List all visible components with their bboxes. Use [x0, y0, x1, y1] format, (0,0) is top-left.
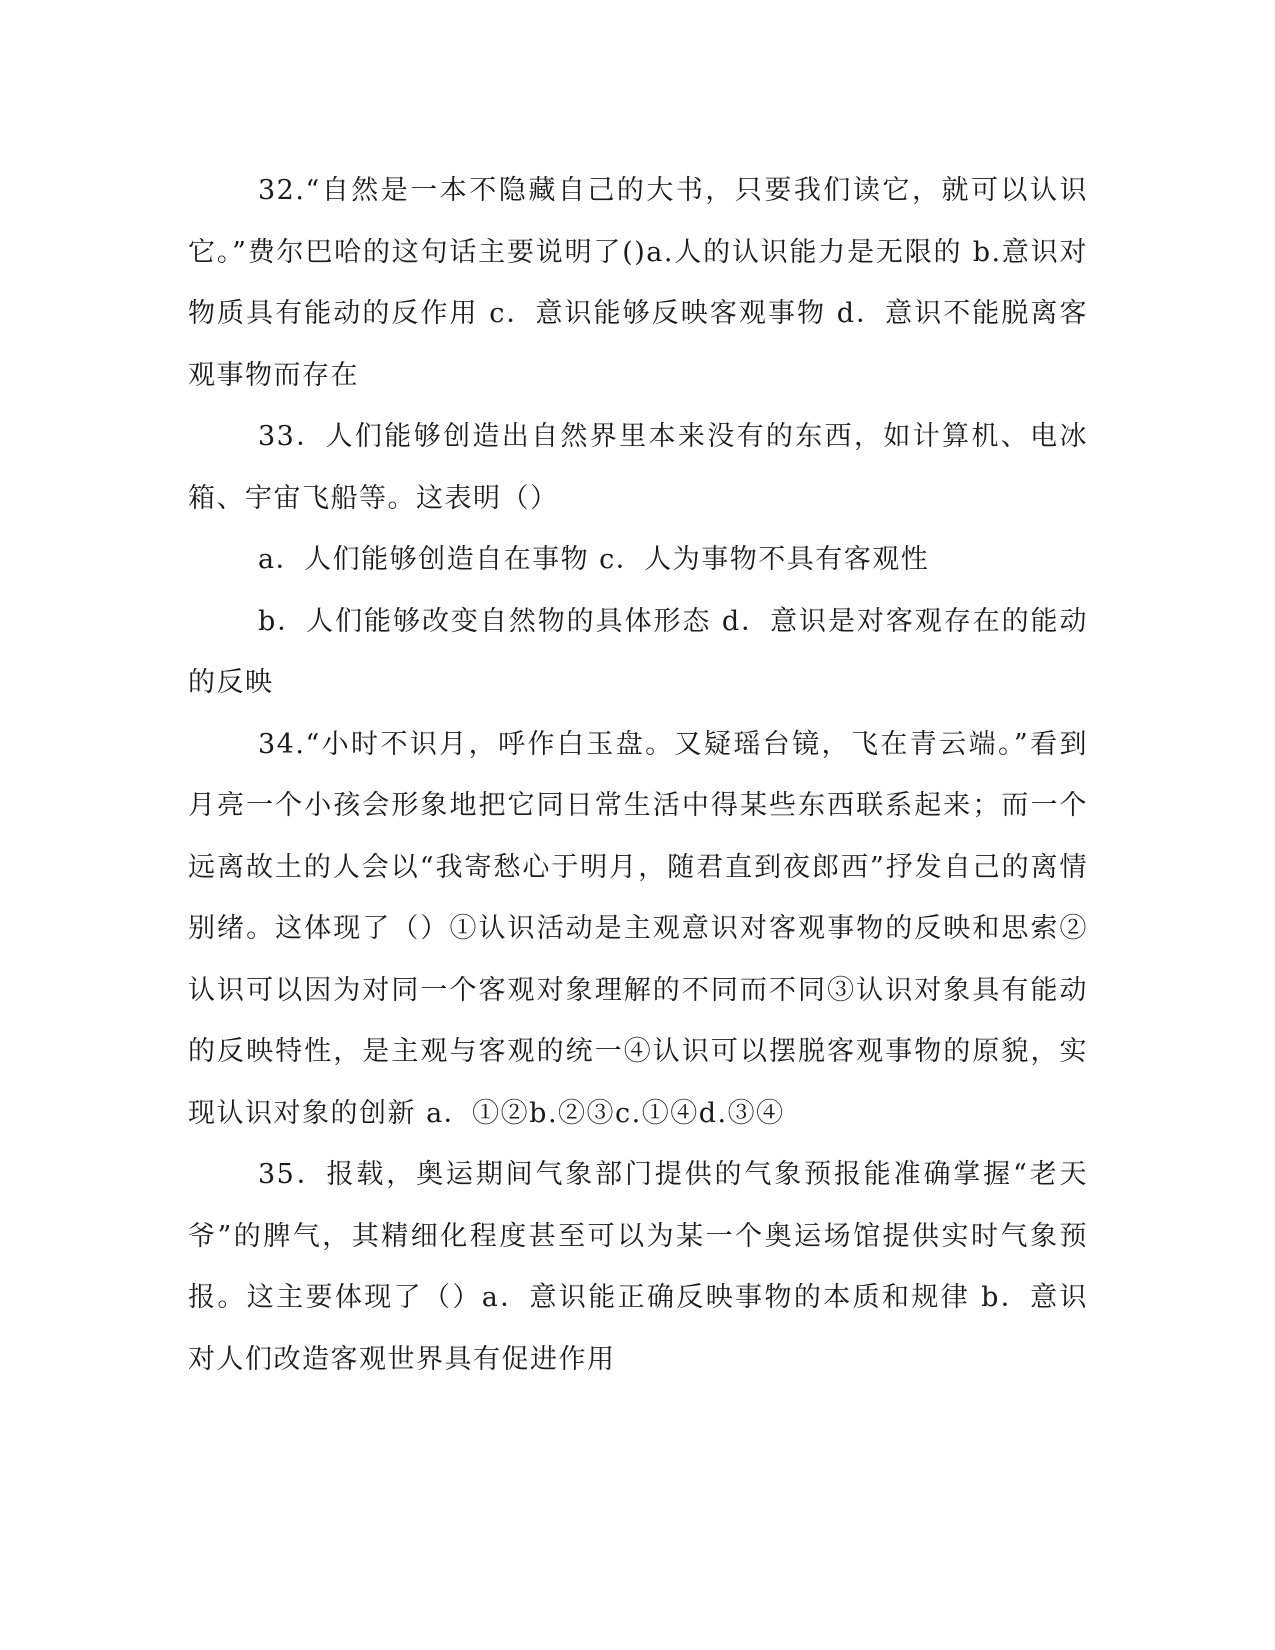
question-33-options-line-1: a．人们能够创造自在事物 c．人为事物不具有客观性 [258, 544, 930, 575]
document-body [188, 160, 1088, 1390]
question-35: 35．报载，奥运期间气象部门提供的气象预报能准确掌握“老天爷”的脾气，其精细化程度甚至可以为某一个奥运场馆提供实时气象预报。这主要体现了（）a．意识能正确反映事物的本质和规律 b．意识对人们改造客观世界具有促进作用 [188, 1159, 1088, 1375]
question-33-options-line-2: b．人们能够改变自然物的具体形态 d．意识是对客观存在的能动的反映 [188, 605, 1088, 698]
question-32: 32.“自然是一本不隐藏自己的大书，只要我们读它，就可以认识它。”费尔巴哈的这句话主要说明了()a.人的认识能力是无限的 b.意识对物质具有能动的反作用 c．意识能够反映客观事物 d．意识不能脱离客观事物而存在 [188, 175, 1088, 391]
question-33-stem: 33．人们能够创造出自然界里本来没有的东西，如计算机、电冰箱、宇宙飞船等。这表明（） [188, 421, 1088, 514]
question-34: 34.“小时不识月，呼作白玉盘。又疑瑶台镜，飞在青云端。”看到月亮一个小孩会形象地把它同日常生活中得某些东西联系起来；而一个远离故土的人会以“我寄愁心于明月，随君直到夜郎西”抒发自己的离情别绪。这体现了（）①认识活动是主观意识对客观事物的反映和思索②认识可以因为对同一个客观对象理解的不同而不同③认识对象具有能动的反映特性，是主观与客观的统一④认识可以摆脱客观事物的原貌，实现认识对象的创新 a．①②b.②③c.①④d.③④ [188, 728, 1088, 1129]
